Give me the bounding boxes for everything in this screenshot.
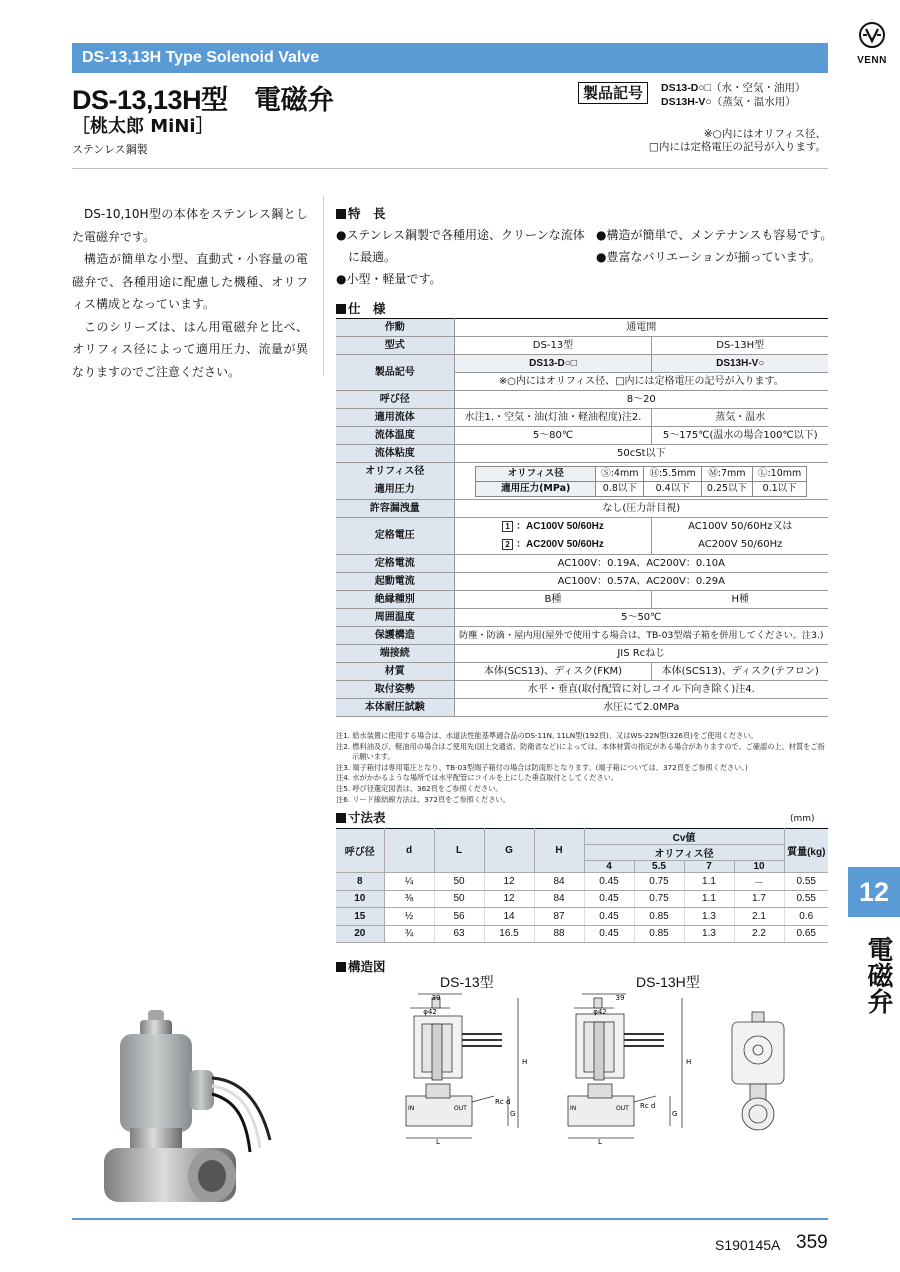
- spec-label: 定格電流: [336, 555, 454, 573]
- table-row: [336, 873, 828, 891]
- pressure-head: 適用圧力(MPa): [476, 481, 596, 496]
- orifice-label: オリフィス径: [365, 466, 425, 477]
- row-header: 15: [336, 908, 384, 926]
- spec-value: 蒸気・温水: [652, 409, 828, 427]
- table-cell: ¾: [384, 925, 434, 943]
- drawing-title-ds13: DS-13型: [440, 974, 494, 990]
- table-cell: ½: [384, 908, 434, 926]
- footer-code: S190145A: [715, 1237, 781, 1253]
- venn-logo-icon: [857, 20, 887, 50]
- table-cell: 50: [434, 890, 484, 908]
- feature-item: ●ステンレス鋼製で各種用途、クリーンな流体に最適。: [336, 228, 585, 264]
- dim-l: L: [598, 1138, 602, 1146]
- row-header: 8: [336, 873, 384, 891]
- feature-text: 小型・軽量です。: [346, 272, 442, 286]
- spec-label: 取付姿勢: [336, 681, 454, 699]
- pressure-cell: 0.1以下: [752, 481, 806, 496]
- spec-value: 本体(SCS13)、ディスク(FKM): [454, 663, 652, 681]
- pressure-cell: 0.25以下: [701, 481, 752, 496]
- side-view-drawing: [728, 1010, 788, 1134]
- dim-rcd: Rc d: [640, 1102, 656, 1110]
- feature-text: ステンレス鋼製で各種用途、クリーンな流体に最適。: [346, 228, 585, 264]
- dim-phi42: φ42: [593, 1008, 607, 1016]
- table-cell: 0.75: [634, 890, 684, 908]
- orifice-cell: [454, 463, 828, 500]
- dim-39: 39: [431, 994, 441, 1002]
- pressure-cell: 0.4以下: [644, 481, 701, 496]
- col-header: L: [434, 829, 484, 873]
- spec-label: 適用流体: [336, 409, 454, 427]
- model-note-line-1: ※○内にはオリフィス径、: [703, 128, 826, 140]
- dim-l: L: [436, 1138, 440, 1146]
- voltage-code: 2: [502, 539, 513, 550]
- model-code-1-use: （水・空気・油用）: [711, 82, 806, 94]
- spec-value: 8～20: [454, 391, 828, 409]
- note: 注6. リード線結線方法は、372頁をご参照ください。: [336, 794, 510, 804]
- table-cell: ¼: [384, 873, 434, 891]
- footer-divider: [72, 1218, 828, 1220]
- model-label: 製品記号: [578, 82, 648, 104]
- table-cell: 1.3: [684, 925, 734, 943]
- port-in: IN: [408, 1105, 415, 1112]
- dim-g: G: [672, 1110, 678, 1118]
- intro-paragraph-2: 構造が簡単な小型、直動式・小容量の電磁弁で、各種用途に配慮した機種、オリフィス構成となっています。: [72, 252, 308, 311]
- spec-value: [652, 518, 828, 555]
- orifice-cell: Ⓜ:7mm: [701, 466, 752, 481]
- col-header: d: [384, 829, 434, 873]
- table-cell: 0.6: [784, 908, 828, 926]
- col-header: Cv値: [584, 829, 784, 845]
- spec-value: ※○内にはオリフィス径、□内には定格電圧の記号が入ります。: [454, 373, 828, 391]
- feature-text: 豊富なバリエーションが揃っています。: [606, 250, 821, 264]
- title-banner: DS-13,13H Type Solenoid Valve: [72, 43, 828, 73]
- spec-value: 50cSt以下: [454, 445, 828, 463]
- table-row: [336, 319, 828, 337]
- col-header: 10: [734, 861, 784, 873]
- spec-label: 本体耐圧試験: [336, 699, 454, 717]
- spec-label: 流体粘度: [336, 445, 454, 463]
- spec-value: 5～80℃: [454, 427, 652, 445]
- dims-heading: [336, 808, 386, 826]
- dims-unit: (mm): [790, 814, 815, 824]
- dim-h: H: [522, 1058, 528, 1066]
- note: 注5. 呼び径選定図表は、362頁をご参照ください。: [336, 783, 503, 793]
- features-heading: [336, 204, 386, 222]
- table-row: [336, 829, 828, 845]
- table-cell: 84: [534, 873, 584, 891]
- spec-label: 型式: [336, 337, 454, 355]
- note: 注4. 水がかかるような場所では水平配管にコイルを上にした垂直取付としてください。: [336, 773, 619, 783]
- table-cell: ⅜: [384, 890, 434, 908]
- voltage-code: 1: [502, 521, 513, 532]
- spec-value: B種: [454, 591, 652, 609]
- dims-heading-text: 寸法表: [348, 810, 386, 825]
- orifice-head: オリフィス径: [476, 466, 596, 481]
- spec-value: 通電開: [454, 319, 828, 337]
- table-cell: 1.1: [684, 890, 734, 908]
- spec-label: 周囲温度: [336, 609, 454, 627]
- table-row: [336, 391, 828, 409]
- table-row: [336, 681, 828, 699]
- spec-value: 水平・垂直(取付配管に対しコイル下向き除く)注4.: [454, 681, 828, 699]
- table-cell: 0.45: [584, 890, 634, 908]
- spec-label: 端接続: [336, 645, 454, 663]
- chapter-number: 12: [848, 867, 900, 917]
- model-codes: [661, 81, 806, 109]
- spec-label: 起動電流: [336, 573, 454, 591]
- table-row: [336, 925, 828, 943]
- chapter-name: 電磁弁: [863, 936, 893, 1014]
- table-row: [336, 663, 828, 681]
- table-row: [476, 466, 807, 481]
- intro-text: [72, 203, 308, 383]
- model-note: [600, 128, 826, 154]
- dim-39: 39: [615, 994, 625, 1002]
- table-cell: 0.45: [584, 908, 634, 926]
- spec-label: 作動: [336, 319, 454, 337]
- table-row: [336, 427, 828, 445]
- table-cell: 1.1: [684, 873, 734, 891]
- spec-value: なし(圧力計目視): [454, 500, 828, 518]
- intro-paragraph-3: このシリーズは、はん用電磁弁と比べ、オリフィス径によって適用圧力、流量が異なりますのでご注意ください。: [72, 319, 308, 379]
- brand-name: VENN: [857, 55, 887, 66]
- table-row: [336, 908, 828, 926]
- table-row: [336, 337, 828, 355]
- intro-paragraph-1: DS-10,10H型の本体をステンレス鋼とした電磁弁です。: [72, 207, 308, 244]
- table-row: [336, 500, 828, 518]
- spec-label: 保護構造: [336, 627, 454, 645]
- table-cell: 2.1: [734, 908, 784, 926]
- product-photo: [100, 1010, 330, 1210]
- table-cell: 0.65: [784, 925, 828, 943]
- col-header: G: [484, 829, 534, 873]
- note: 注2. 燃料油及び、軽油用の場合はご使用先(国土交通省、防衛省など)によっては、本体材質の指定がある場合がありますので、ご確認の上、材質をご指示願います。: [336, 741, 825, 762]
- structure-heading-text: 構造図: [348, 959, 386, 974]
- col-header: 呼び径: [336, 829, 384, 873]
- spec-value: DS-13型: [454, 337, 652, 355]
- spec-value: H種: [652, 591, 828, 609]
- page-subtitle: ［桃太郎 MiNi］: [72, 116, 214, 137]
- note: 注1. 給水装置に使用する場合は、水道法性能基準適合品のDS-11N, 11LN型(192頁)、又はWS-22N型(326頁)をご使用ください。: [336, 731, 758, 740]
- ds13-drawing: [398, 988, 538, 1146]
- table-row: [336, 573, 828, 591]
- spec-label: [336, 463, 454, 500]
- port-out: OUT: [616, 1105, 629, 1112]
- dim-rcd: Rc d: [495, 1098, 511, 1106]
- feature-text: 構造が簡単で、メンテナンスも容易です。: [606, 228, 833, 242]
- table-row: [336, 463, 828, 500]
- spec-value: JIS Rcねじ: [454, 645, 828, 663]
- spec-label: 材質: [336, 663, 454, 681]
- table-cell: 0.85: [634, 925, 684, 943]
- page-number: 359: [796, 1232, 828, 1253]
- spec-label: 流体温度: [336, 427, 454, 445]
- brand: [850, 20, 894, 66]
- spec-notes: [336, 731, 828, 805]
- feature-item: ●構造が簡単で、メンテナンスも容易です。: [596, 228, 833, 242]
- table-row: [336, 409, 828, 427]
- spec-label: 呼び径: [336, 391, 454, 409]
- dim-phi42: φ42: [423, 1008, 437, 1016]
- table-row: [336, 591, 828, 609]
- dimension-table: [336, 828, 828, 943]
- table-cell: 0.75: [634, 873, 684, 891]
- spec-value: 5～175℃(温水の場合100℃以下): [652, 427, 828, 445]
- table-cell: 14: [484, 908, 534, 926]
- col-header: H: [534, 829, 584, 873]
- table-cell: 1.7: [734, 890, 784, 908]
- table-cell: 87: [534, 908, 584, 926]
- voltage-text: AC200V 50/60Hz: [698, 539, 783, 550]
- spec-value: 防塵・防滴・屋内用(屋外で使用する場合は、TB-03型端子箱を併用してください。注3.): [454, 627, 828, 645]
- table-cell: 0.85: [634, 908, 684, 926]
- table-cell: 50: [434, 873, 484, 891]
- table-row: [336, 699, 828, 717]
- table-row: [336, 518, 828, 555]
- table-row: [336, 445, 828, 463]
- table-row: [336, 355, 828, 373]
- orifice-cell: Ⓛ:10mm: [752, 466, 806, 481]
- table-cell: 88: [534, 925, 584, 943]
- spec-table: [336, 318, 828, 717]
- spec-heading-text: 仕 様: [348, 301, 386, 316]
- table-cell: 56: [434, 908, 484, 926]
- table-cell: 0.45: [584, 925, 634, 943]
- voltage-text: AC100V 50/60Hz又は: [688, 521, 793, 532]
- table-cell: 0.45: [584, 873, 634, 891]
- voltage-text: ：AC200V 50/60Hz: [516, 539, 604, 550]
- pressure-cell: 0.8以下: [596, 481, 644, 496]
- table-row: [336, 609, 828, 627]
- orifice-cell: Ⓢ:4mm: [596, 466, 644, 481]
- table-cell: 16.5: [484, 925, 534, 943]
- structure-heading: [336, 957, 386, 975]
- model-note-line-2: □内には定格電圧の記号が入ります。: [648, 141, 826, 153]
- spec-value: DS-13H型: [652, 337, 828, 355]
- note: 注3. 端子箱付は専用電圧となり、TB-03型端子箱付の場合は防雨形となります。(端子箱については、372頁をご参照ください。): [336, 762, 748, 772]
- spec-label: 定格電圧: [336, 518, 454, 555]
- table-cell: 0.55: [784, 890, 828, 908]
- spec-value: 5～50℃: [454, 609, 828, 627]
- dim-h: H: [686, 1058, 692, 1066]
- spec-value: AC100V：0.57A、AC200V：0.29A: [454, 573, 828, 591]
- spec-value: AC100V：0.19A、AC200V：0.10A: [454, 555, 828, 573]
- col-header: オリフィス径: [584, 845, 784, 861]
- spec-heading: [336, 299, 386, 317]
- table-row: [336, 645, 828, 663]
- model-code-1: DS13-D○□: [661, 82, 712, 94]
- orifice-table: [475, 466, 807, 497]
- table-cell: 2.2: [734, 925, 784, 943]
- orifice-cell: Ⓗ:5.5mm: [644, 466, 701, 481]
- table-cell: 12: [484, 890, 534, 908]
- col-header: 質量(kg): [784, 829, 828, 873]
- row-header: 20: [336, 925, 384, 943]
- table-cell: －: [734, 873, 784, 891]
- spec-label: 許容漏洩量: [336, 500, 454, 518]
- feature-item: ●小型・軽量です。: [336, 272, 442, 286]
- table-cell: 63: [434, 925, 484, 943]
- voltage-text: ：AC100V 50/60Hz: [516, 521, 604, 532]
- table-row: [476, 481, 807, 496]
- spec-value: 水圧にて2.0MPa: [454, 699, 828, 717]
- spec-value: DS13H-V○: [652, 355, 828, 373]
- table-cell: 1.3: [684, 908, 734, 926]
- col-header: 5.5: [634, 861, 684, 873]
- dim-g: G: [510, 1110, 516, 1118]
- spec-value: DS13-D○□: [454, 355, 652, 373]
- table-row: [336, 627, 828, 645]
- ds13h-drawing: [562, 988, 700, 1146]
- feature-item: ●豊富なバリエーションが揃っています。: [596, 250, 821, 264]
- model-code-2-use: （蒸気・温水用）: [711, 96, 796, 108]
- spec-label: 絶縁種別: [336, 591, 454, 609]
- table-cell: 84: [534, 890, 584, 908]
- port-out: OUT: [454, 1105, 467, 1112]
- spec-value: 本体(SCS13)、ディスク(テフロン): [652, 663, 828, 681]
- model-code-2: DS13H-V○: [661, 96, 712, 108]
- drawing-title-ds13h: DS-13H型: [636, 974, 700, 990]
- pressure-label: 適用圧力: [374, 484, 415, 495]
- row-header: 10: [336, 890, 384, 908]
- table-row: [336, 890, 828, 908]
- table-cell: 12: [484, 873, 534, 891]
- col-header: 4: [584, 861, 634, 873]
- col-header: 7: [684, 861, 734, 873]
- port-in: IN: [570, 1105, 577, 1112]
- page-title: DS-13,13H型 電磁弁: [72, 85, 334, 115]
- features-heading-text: 特 長: [348, 206, 386, 221]
- table-cell: 0.55: [784, 873, 828, 891]
- header-divider: [72, 168, 828, 169]
- material-text: ステンレス鋼製: [72, 143, 148, 156]
- table-row: [336, 555, 828, 573]
- column-divider: [323, 196, 324, 376]
- spec-value: 水注1.・空気・油(灯油・軽油程度)注2.: [454, 409, 652, 427]
- spec-label: 製品記号: [336, 355, 454, 391]
- spec-value: [454, 518, 652, 555]
